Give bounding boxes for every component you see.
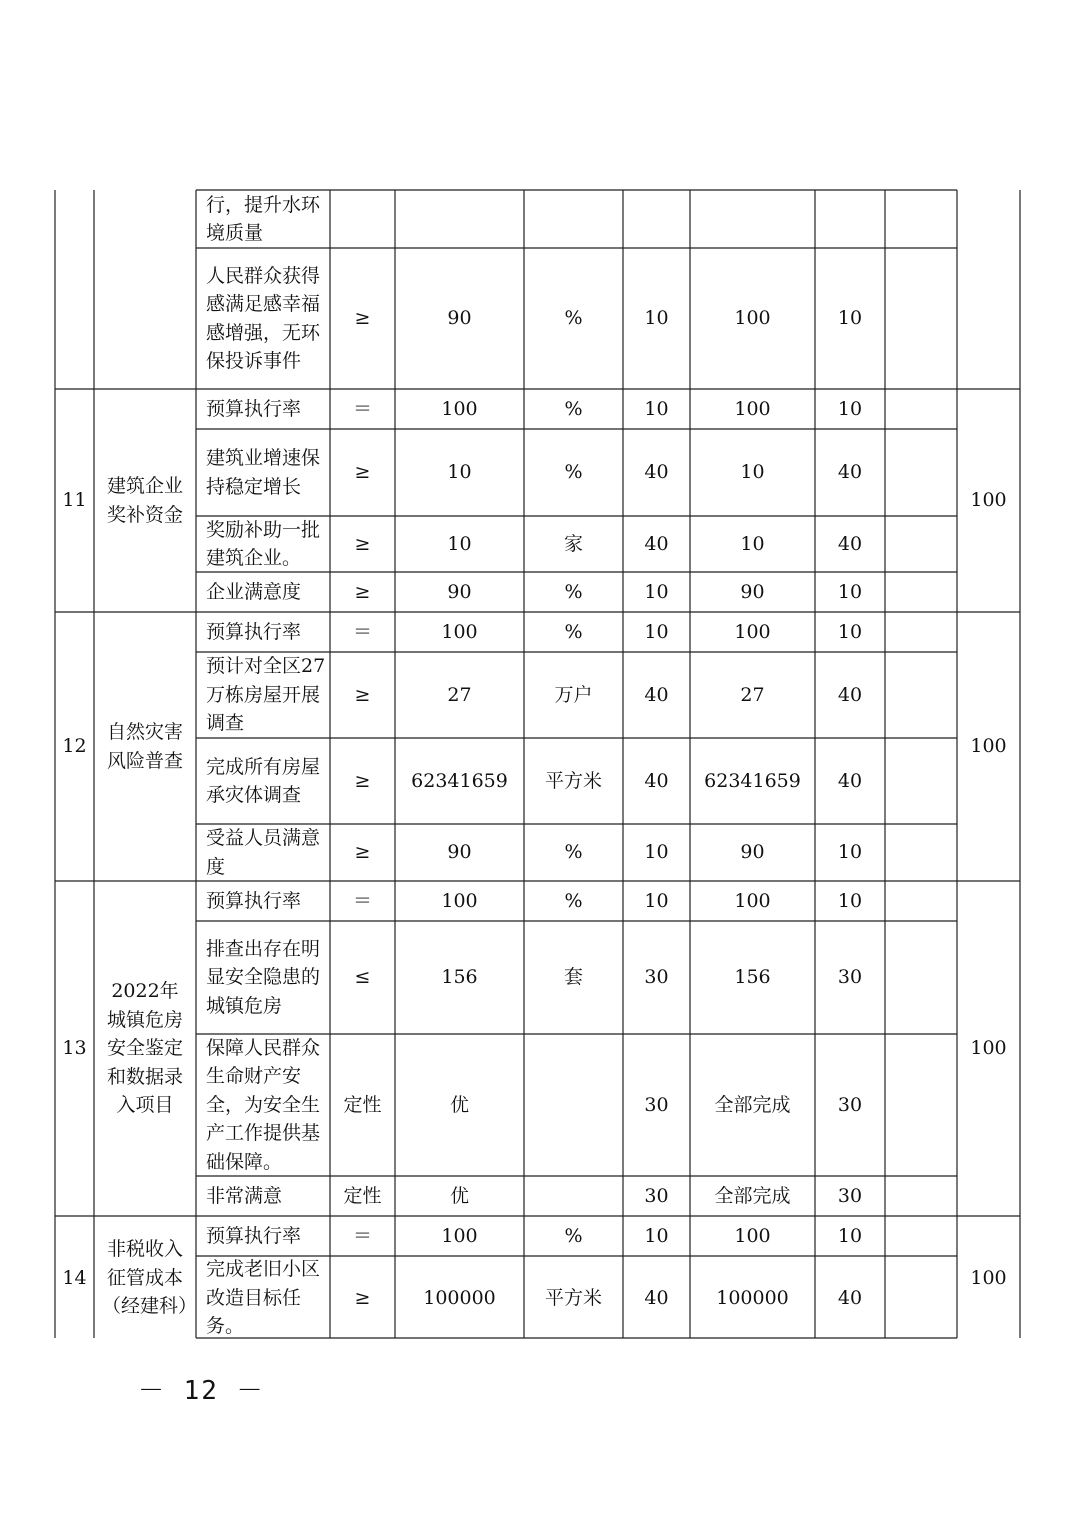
target-value-cell xyxy=(395,190,524,248)
actual-value-cell: 100 xyxy=(734,397,771,420)
weight-cell: 10 xyxy=(644,397,669,420)
unit-cell: % xyxy=(564,580,583,603)
score-cell: 30 xyxy=(837,966,863,989)
operator-cell: ≥ xyxy=(354,769,371,792)
score-cell: 10 xyxy=(837,889,863,912)
operator-cell: ＝ xyxy=(352,1224,372,1247)
actual-value-cell: 全部完成 xyxy=(714,1093,791,1116)
weight-cell: 10 xyxy=(644,1224,669,1247)
target-value-cell: 100 xyxy=(441,1224,478,1247)
operator-cell: ＝ xyxy=(352,620,372,643)
target-value-cell: 优 xyxy=(449,1184,469,1207)
weight-cell: 10 xyxy=(644,889,669,912)
page-number: － 12 － xyxy=(138,1376,265,1406)
indicator-cell: 完成所有房屋承灾体调查 xyxy=(206,755,321,806)
actual-value-cell: 100 xyxy=(734,1224,771,1247)
project-number-cell: 11 xyxy=(62,489,87,512)
score-cell: 40 xyxy=(837,1286,863,1309)
unit-cell: % xyxy=(564,889,583,912)
project-total-score-cell: 100 xyxy=(970,735,1007,758)
unit-cell: 万户 xyxy=(554,683,593,706)
unit-cell: % xyxy=(564,307,583,330)
score-cell: 10 xyxy=(837,580,863,603)
weight-cell: 40 xyxy=(644,683,669,706)
operator-cell: 定性 xyxy=(343,1184,382,1207)
project-name-cell: 自然灾害风险普查 xyxy=(106,721,183,772)
operator-cell: ＝ xyxy=(352,889,372,912)
weight-cell: 40 xyxy=(644,532,669,555)
target-value-cell: 10 xyxy=(447,461,472,484)
project-number-cell: 14 xyxy=(62,1266,87,1289)
weight-cell: 10 xyxy=(644,307,669,330)
actual-value-cell: 100000 xyxy=(716,1286,789,1309)
weight-cell: 30 xyxy=(644,1093,669,1116)
indicator-cell: 保障人民群众生命财产安全，为安全生产工作提供基础保障。 xyxy=(206,1036,321,1173)
project-total-score-cell: 100 xyxy=(970,1037,1007,1060)
score-cell: 10 xyxy=(837,397,863,420)
target-value-cell: 156 xyxy=(441,966,478,989)
unit-cell: 套 xyxy=(563,966,583,989)
operator-cell xyxy=(330,190,395,248)
operator-cell: ≥ xyxy=(354,307,371,330)
project-number-cell: 12 xyxy=(62,735,87,758)
operator-cell: ≥ xyxy=(354,580,371,603)
actual-value-cell: 90 xyxy=(740,841,765,864)
target-value-cell: 62341659 xyxy=(411,769,508,792)
weight-cell: 40 xyxy=(644,769,669,792)
weight-cell xyxy=(623,190,690,248)
unit-cell: % xyxy=(564,620,583,643)
actual-value-cell: 100 xyxy=(734,620,771,643)
project-total-score-cell: 100 xyxy=(970,489,1007,512)
unit-cell: 平方米 xyxy=(544,1286,602,1309)
operator-cell: ＝ xyxy=(352,397,372,420)
indicator-cell: 排查出存在明显安全隐患的城镇危房 xyxy=(206,937,321,1017)
unit-cell: % xyxy=(564,1224,583,1247)
target-value-cell: 优 xyxy=(449,1093,469,1116)
indicator-cell: 人民群众获得感满足感幸福感增强，无环保投诉事件 xyxy=(206,264,321,372)
project-name-cell: 建筑企业奖补资金 xyxy=(106,475,183,526)
indicator-cell: 完成老旧小区改造目标任务。 xyxy=(206,1258,321,1338)
actual-value-cell: 10 xyxy=(740,461,765,484)
indicator-cell: 行，提升水环境质量 xyxy=(206,193,321,244)
project-number-cell: 13 xyxy=(62,1037,87,1060)
score-cell: 10 xyxy=(837,841,863,864)
score-cell: 30 xyxy=(837,1184,863,1207)
project-name-cell: 2022年城镇危房安全鉴定和数据录入项目 xyxy=(106,980,183,1117)
score-cell: 30 xyxy=(837,1093,863,1116)
actual-value-cell: 156 xyxy=(734,966,771,989)
indicator-cell: 非常满意 xyxy=(206,1184,283,1207)
operator-cell: ≥ xyxy=(354,683,371,706)
weight-cell: 10 xyxy=(644,620,669,643)
target-value-cell: 90 xyxy=(447,841,472,864)
unit-cell: % xyxy=(564,397,583,420)
weight-cell: 40 xyxy=(644,1286,669,1309)
score-cell: 40 xyxy=(837,532,863,555)
actual-value-cell: 100 xyxy=(734,307,771,330)
actual-value-cell xyxy=(690,190,815,248)
score-cell: 40 xyxy=(837,769,863,792)
indicator-cell: 预算执行率 xyxy=(206,620,302,643)
indicator-cell: 预算执行率 xyxy=(206,889,302,912)
score-cell: 10 xyxy=(837,1224,863,1247)
unit-cell xyxy=(524,1034,623,1176)
target-value-cell: 90 xyxy=(447,580,472,603)
target-value-cell: 100000 xyxy=(423,1286,496,1309)
operator-cell: ≥ xyxy=(354,532,371,555)
weight-cell: 30 xyxy=(644,1184,669,1207)
actual-value-cell: 90 xyxy=(740,580,765,603)
indicator-cell: 奖励补助一批建筑企业。 xyxy=(206,518,321,569)
target-value-cell: 100 xyxy=(441,889,478,912)
project-total-score-cell: 100 xyxy=(970,1266,1007,1289)
actual-value-cell: 100 xyxy=(734,889,771,912)
indicator-cell: 预计对全区27万栋房屋开展调查 xyxy=(206,655,326,735)
target-value-cell: 90 xyxy=(447,307,472,330)
actual-value-cell: 27 xyxy=(740,683,765,706)
target-value-cell: 100 xyxy=(441,620,478,643)
actual-value-cell: 10 xyxy=(740,532,765,555)
score-cell: 10 xyxy=(837,307,863,330)
target-value-cell: 10 xyxy=(447,532,472,555)
unit-cell: 平方米 xyxy=(544,769,602,792)
weight-cell: 30 xyxy=(644,966,669,989)
score-cell xyxy=(815,190,885,248)
operator-cell: ≥ xyxy=(354,1286,371,1309)
unit-cell xyxy=(524,190,623,248)
actual-value-cell: 全部完成 xyxy=(714,1184,791,1207)
indicator-cell: 建筑业增速保持稳定增长 xyxy=(206,447,321,498)
score-cell: 10 xyxy=(837,620,863,643)
unit-cell: 家 xyxy=(563,532,583,555)
unit-cell: % xyxy=(564,841,583,864)
score-cell: 40 xyxy=(837,461,863,484)
operator-cell: ≤ xyxy=(354,966,371,989)
target-value-cell: 100 xyxy=(441,397,478,420)
weight-cell: 40 xyxy=(644,461,669,484)
operator-cell: ≥ xyxy=(354,841,371,864)
weight-cell: 10 xyxy=(644,841,669,864)
indicator-cell: 预算执行率 xyxy=(206,1224,302,1247)
unit-cell xyxy=(524,1176,623,1216)
actual-value-cell: 62341659 xyxy=(704,769,801,792)
weight-cell: 10 xyxy=(644,580,669,603)
project-name-cell: 非税收入征管成本（经建科） xyxy=(102,1238,198,1318)
indicator-cell: 企业满意度 xyxy=(206,580,302,603)
unit-cell: % xyxy=(564,461,583,484)
operator-cell: 定性 xyxy=(343,1093,382,1116)
indicator-cell: 受益人员满意度 xyxy=(206,827,321,878)
score-cell: 40 xyxy=(837,683,863,706)
operator-cell: ≥ xyxy=(354,461,371,484)
target-value-cell: 27 xyxy=(447,683,472,706)
indicator-cell: 预算执行率 xyxy=(206,397,302,420)
